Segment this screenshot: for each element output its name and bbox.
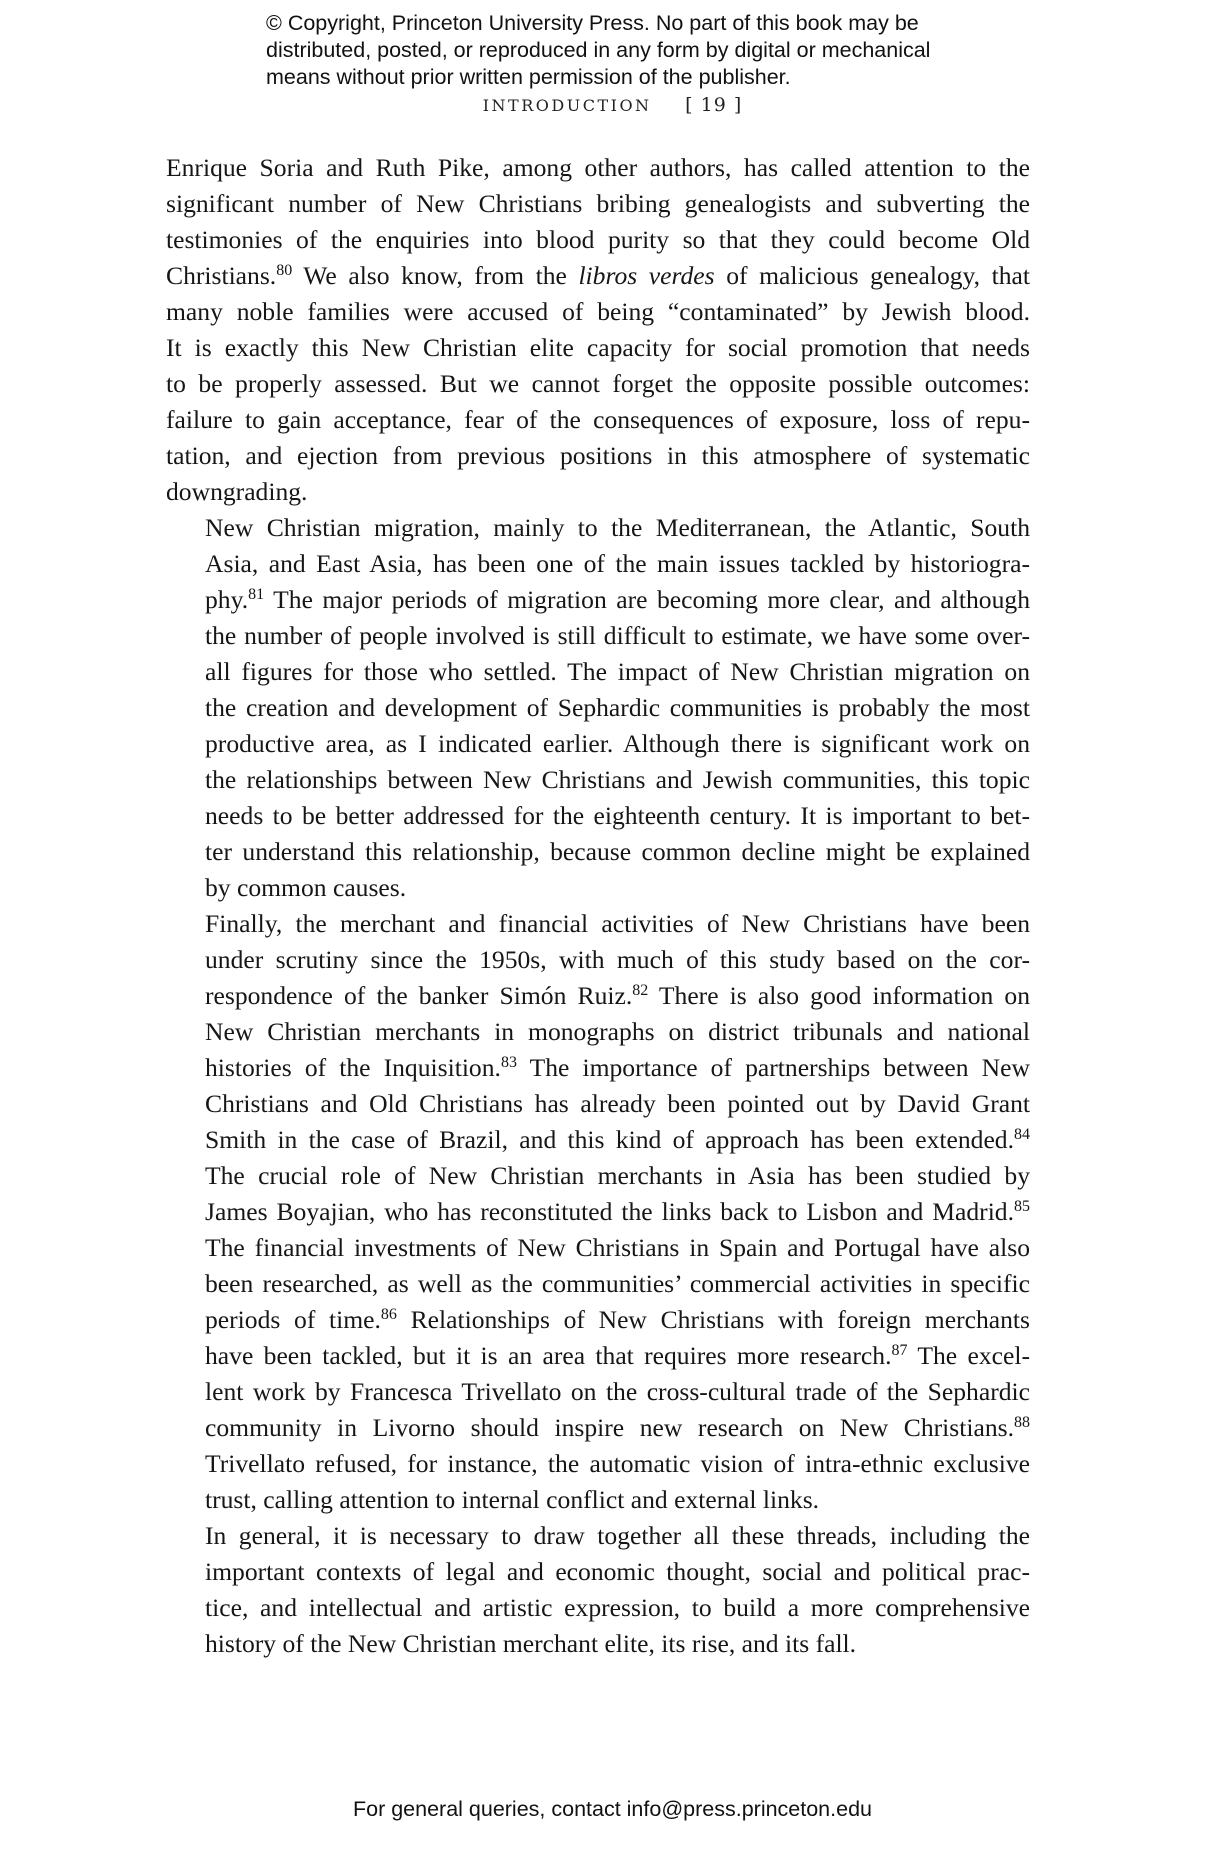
text-line: to be properly assessed. But we cannot forget the opposite possible outcomes:	[166, 369, 1030, 398]
text-line: have been tackled, but it is an area that requires more research.$^{87}$ The excel-	[205, 1341, 1031, 1370]
text-line: Smith in the case of Brazil, and this kind of approach has been extended.$^{84}$	[205, 1125, 1030, 1154]
footnote-marker: 83	[500, 1054, 517, 1071]
text-line: phy.$^{81}$ The major periods of migration are becoming more clear, and although	[205, 585, 1030, 614]
text-line: important contexts of legal and economic thought, social and political prac-	[205, 1557, 1030, 1586]
text-line: lent work by Francesca Trivellato on the cross-cultural trade of the Sephardic	[205, 1377, 1030, 1406]
text-line: trust, calling attention to internal conflict and external links.	[205, 1485, 820, 1514]
text-line: testimonies of the enquiries into blood purity so that they could become Old	[166, 225, 1030, 254]
text-line: needs to be better addressed for the eighteenth century. It is important to bet-	[205, 801, 1030, 830]
footnote-marker: 85	[1014, 1198, 1030, 1215]
text-line: The financial investments of New Christians in Spain and Portugal have also	[205, 1233, 1030, 1262]
copyright-line: means without prior written permission of the publisher.	[266, 65, 791, 89]
text-line: It is exactly this New Christian elite capacity for social promotion that needs	[166, 333, 1030, 362]
paragraph	[166, 510, 1030, 906]
running-head	[0, 94, 1225, 116]
text-line: histories of the Inquisition.$^{83}$ The importance of partnerships between New	[205, 1053, 1030, 1082]
text-line: productive area, as I indicated earlier. Although there is significant work on	[205, 729, 1030, 758]
text-line: Enrique Soria and Ruth Pike, among other authors, has called attention to the	[166, 153, 1030, 182]
footnote-marker: 87	[891, 1342, 908, 1359]
text-line: community in Livorno should inspire new research on New Christians.$^{88}$	[205, 1413, 1030, 1442]
footnote-marker: 86	[380, 1306, 397, 1323]
text-line: In general, it is necessary to draw together all these threads, including the	[205, 1521, 1030, 1550]
text-line: the number of people involved is still difficult to estimate, we have some over-	[205, 621, 1030, 650]
copyright-notice	[266, 10, 986, 91]
text-line: many noble families were accused of being “contaminated” by Jewish blood.	[166, 297, 1030, 326]
text-line: the creation and development of Sephardic communities is probably the most	[205, 693, 1030, 722]
text-line: the relationships between New Christians and Jewish communities, this topic	[205, 765, 1030, 794]
running-head-title: INTRODUCTION	[482, 96, 652, 115]
copyright-line: distributed, posted, or reproduced in any form by digital or mechanical	[266, 38, 931, 62]
footnote-marker: 81	[248, 586, 265, 603]
text-line: tation, and ejection from previous positions in this atmosphere of systematic	[166, 441, 1030, 470]
text-line: Christians and Old Christians has already been pointed out by David Grant	[205, 1089, 1030, 1118]
text-line: periods of time.$^{86}$ Relationships of New Christians with foreign merchants	[205, 1305, 1030, 1334]
text-line: been researched, as well as the communities’ commercial activities in specific	[205, 1269, 1030, 1298]
text-line: by common causes.	[205, 873, 407, 902]
footnote-marker: 82	[632, 982, 649, 999]
copyright-line: © Copyright, Princeton University Press. No part of this book may be	[266, 11, 919, 35]
text-line: Christians.$^{80}$ We also know, from the libros verdes of malicious genealogy, that	[166, 261, 1031, 290]
text-line: all figures for those who settled. The impact of New Christian migration on	[205, 657, 1030, 686]
text-line: Asia, and East Asia, has been one of the main issues tackled by historiogra-	[205, 549, 1030, 578]
text-line: significant number of New Christians bribing genealogists and subverting the	[166, 189, 1030, 218]
footer-contact: For general queries, contact info@press.princeton.edu	[352, 1797, 872, 1821]
body-text	[166, 150, 1030, 1662]
text-line: New Christian migration, mainly to the Mediterranean, the Atlantic, South	[205, 513, 1030, 542]
page-number: [ 19 ]	[685, 94, 743, 116]
text-line: Finally, the merchant and financial activities of New Christians have been	[205, 909, 1030, 938]
text-line: failure to gain acceptance, fear of the consequences of exposure, loss of repu-	[166, 405, 1030, 434]
text-line: tice, and intellectual and artistic expression, to build a more comprehensive	[205, 1593, 1030, 1622]
text-line: Trivellato refused, for instance, the automatic vision of intra-ethnic exclusive	[205, 1449, 1030, 1478]
text-line: ter understand this relationship, because common decline might be explained	[205, 837, 1030, 866]
paragraph	[166, 1518, 1030, 1662]
text-line: James Boyajian, who has reconstituted the links back to Lisbon and Madrid.$^{85}$	[205, 1197, 1030, 1226]
text-line: New Christian merchants in monographs on district tribunals and national	[205, 1017, 1030, 1046]
italic-title: libros verdes	[578, 261, 715, 290]
paragraph	[166, 906, 1030, 1518]
text-line: history of the New Christian merchant elite, its rise, and its fall.	[205, 1629, 857, 1658]
footnote-marker: 88	[1014, 1414, 1030, 1431]
paragraph	[166, 150, 1030, 510]
text-line: under scrutiny since the 1950s, with much of this study based on the cor-	[205, 945, 1030, 974]
footnote-marker: 80	[276, 262, 293, 279]
footnote-marker: 84	[1014, 1126, 1030, 1143]
text-line: The crucial role of New Christian merchants in Asia has been studied by	[205, 1161, 1030, 1190]
text-line: respondence of the banker Simón Ruiz.$^{82}$ There is also good information on	[205, 981, 1031, 1010]
text-line: downgrading.	[166, 477, 308, 506]
